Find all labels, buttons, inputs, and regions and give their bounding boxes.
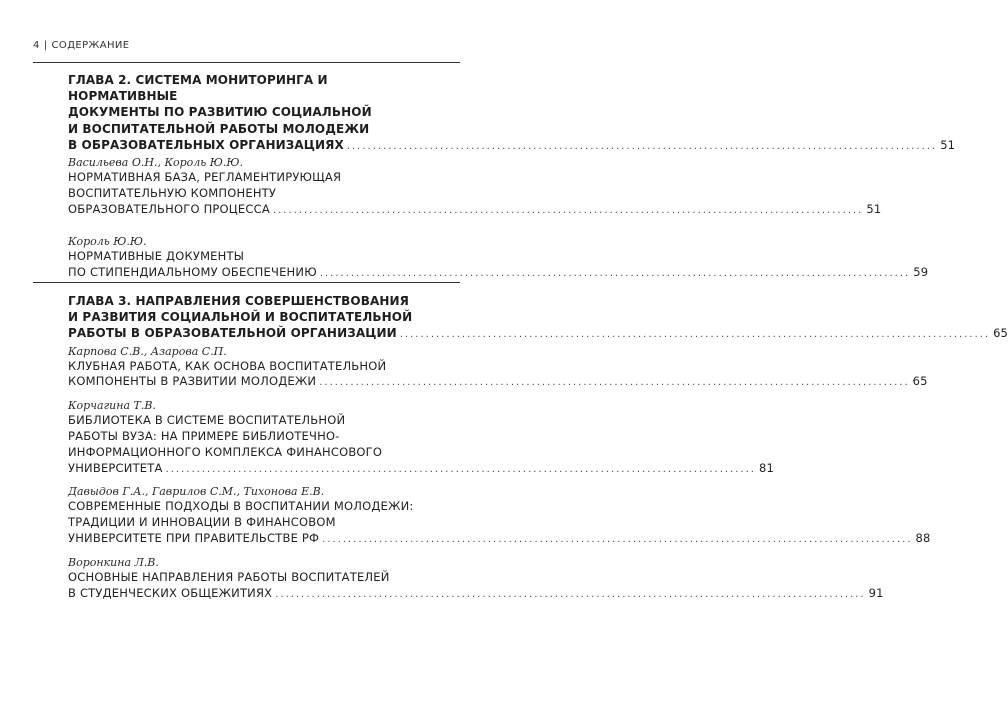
dot-leader: .................................................................................................................. (272, 204, 864, 216)
entry-title-line: НОРМАТИВНЫЕ ДОКУМЕНТЫ (68, 249, 245, 264)
chapter-3-line-3: РАБОТЫ В ОБРАЗОВАТЕЛЬНОЙ ОРГАНИЗАЦИИ (68, 326, 397, 341)
page-number: 4 (33, 40, 40, 51)
chapter-3-page: 65 (993, 326, 1008, 341)
dot-leader: .................................................................................................................. (346, 140, 938, 152)
entry-title-line: ОСНОВНЫЕ НАПРАВЛЕНИЯ РАБОТЫ ВОСПИТАТЕЛЕЙ (68, 569, 390, 584)
chapter-3-block (68, 293, 1008, 602)
entry-title-line: В СТУДЕНЧЕСКИХ ОБЩЕЖИТИЯХ (68, 585, 273, 600)
entry-title-line: КЛУБНАЯ РАБОТА, КАК ОСНОВА ВОСПИТАТЕЛЬНОЙ (68, 358, 387, 373)
chapter-2-line-1: ГЛАВА 2. СИСТЕМА МОНИТОРИНГА И НОРМАТИВНЫЕ (68, 73, 328, 104)
section-name: СОДЕРЖАНИЕ (51, 40, 130, 51)
entry-authors: Король Ю.Ю. (68, 235, 147, 249)
toc-entry-modern-approaches[interactable] (68, 499, 931, 547)
entry-page: 91 (868, 585, 884, 600)
entry-title-line: УНИВЕРСИТЕТА (68, 460, 163, 475)
dot-leader: .................................................................................................................. (399, 329, 991, 341)
toc-entry-library[interactable] (68, 413, 774, 477)
entry-title-line: НОРМАТИВНАЯ БАЗА, РЕГЛАМЕНТИРУЮЩАЯ (68, 170, 342, 185)
dot-leader: .................................................................................................................. (319, 377, 910, 389)
entry-authors: Васильева О.Н., Король Ю.Ю. (68, 156, 243, 170)
chapter-2-heading[interactable] (68, 72, 956, 155)
chapter-3-heading[interactable] (68, 293, 1008, 344)
toc-entry-scholarship-documents[interactable] (68, 249, 929, 282)
entry-authors: Карпова С.В., Азарова С.П. (68, 344, 227, 358)
entry-title-line: ОБРАЗОВАТЕЛЬНОГО ПРОЦЕССА (68, 201, 270, 216)
entry-page: 88 (915, 530, 931, 545)
entry-title-line: УНИВЕРСИТЕТЕ ПРИ ПРАВИТЕЛЬСТВЕ РФ (68, 530, 320, 545)
chapter-2-line-4: В ОБРАЗОВАТЕЛЬНЫХ ОРГАНИЗАЦИЯХ (68, 137, 344, 152)
entry-title-line: СОВРЕМЕННЫЕ ПОДХОДЫ В ВОСПИТАНИИ МОЛОДЕЖИ: (68, 499, 414, 514)
dot-leader: .................................................................................................................. (275, 588, 866, 600)
chapter-2-block (68, 72, 956, 282)
entry-title-line: БИБЛИОТЕКА В СИСТЕМЕ ВОСПИТАТЕЛЬНОЙ (68, 413, 346, 428)
entry-title-line: КОМПОНЕНТЫ В РАЗВИТИИ МОЛОДЕЖИ (68, 374, 317, 389)
dot-leader: .................................................................................................................. (165, 463, 756, 475)
section-divider (33, 282, 460, 283)
toc-entry-normative-base[interactable] (68, 170, 882, 218)
chapter-2-line-2: ДОКУМЕНТЫ ПО РАЗВИТИЮ СОЦИАЛЬНОЙ (68, 105, 372, 120)
chapter-2-line-3: И ВОСПИТАТЕЛЬНОЙ РАБОТЫ МОЛОДЕЖИ (68, 121, 370, 136)
entry-title-line: ПО СТИПЕНДИАЛЬНОМУ ОБЕСПЕЧЕНИЮ (68, 265, 317, 280)
entry-title-line: ИНФОРМАЦИОННОГО КОМПЛЕКСА ФИНАНСОВОГО (68, 444, 383, 459)
entry-page: 59 (913, 265, 929, 280)
entry-title-line: ТРАДИЦИИ И ИННОВАЦИИ В ФИНАНСОВОМ (68, 515, 336, 530)
running-header (33, 40, 130, 51)
dot-leader: .................................................................................................................. (322, 533, 913, 545)
entry-title-line: ВОСПИТАТЕЛЬНУЮ КОМПОНЕНТУ (68, 185, 277, 200)
entry-authors: Корчагина Т.В. (68, 399, 156, 413)
header-separator: | (43, 40, 48, 51)
dot-leader: .................................................................................................................. (319, 268, 911, 280)
chapter-2-page: 51 (940, 137, 956, 152)
header-rule (33, 62, 460, 63)
entry-page: 81 (758, 460, 774, 475)
entry-authors: Давыдов Г.А., Гаврилов С.М., Тихонова Е.В. (68, 485, 325, 499)
toc-entry-dormitories[interactable] (68, 569, 884, 603)
entry-title-line: РАБОТЫ ВУЗА: НА ПРИМЕРЕ БИБЛИОТЕЧНО- (68, 429, 340, 443)
entry-page: 51 (866, 201, 882, 216)
entry-authors: Воронкина Л.В. (68, 555, 159, 569)
toc-entry-club-work[interactable] (68, 358, 928, 392)
chapter-3-line-2: И РАЗВИТИЯ СОЦИАЛЬНОЙ И ВОСПИТАТЕЛЬНОЙ (68, 310, 413, 325)
chapter-3-line-1: ГЛАВА 3. НАПРАВЛЕНИЯ СОВЕРШЕНСТВОВАНИЯ (68, 294, 409, 308)
entry-page: 65 (912, 374, 928, 389)
